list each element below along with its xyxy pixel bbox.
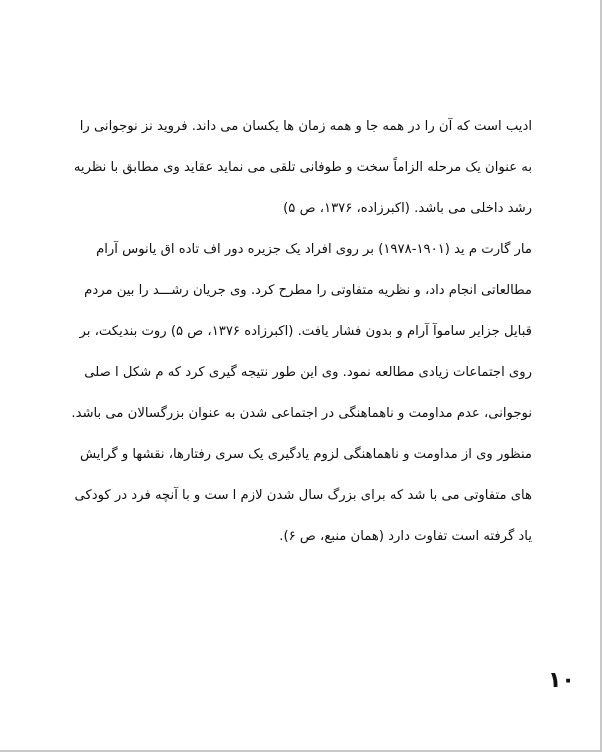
text-line: منظور وی از مداومت و ناهماهنگی لزوم یادگیری یک سری رفتارها، نقشها و گرایش <box>79 447 532 462</box>
text-line: روی اجتماعات زیادی مطالعه نمود. وی این طور نتیجه گیری کرد که م شکل ا صلی <box>84 365 532 380</box>
text-line: مار گارت م ید (۱۹۰۱-۱۹۷۸) بر روی افراد یک جزیره دور اف تاده اق یانوس آرام <box>96 242 532 257</box>
text-line: ادیب است که آن را در همه جا و همه زمان ها یکسان می داند. فروید نز نوجوانی را <box>79 119 532 134</box>
text-line: های متفاوتی می با شد که برای بزرگ سال شدن لازم ا ست و با آنچه فرد در کودکی <box>74 488 532 503</box>
text-line: رشد داخلی می باشد. (اکبرزاده، ۱۳۷۶، ص ۵) <box>283 201 532 216</box>
body-text <box>71 106 532 557</box>
text-line: به عنوان یک مرحله الزاماً سخت و طوفانی تلقی می نماید عقاید وی مطابق با نظریه <box>73 160 532 175</box>
text-line: مطالعاتی انجام داد، و نظریه متفاوتی را مطرح کرد. وی جریان رشـــد را بین مردم <box>84 283 532 298</box>
text-line: قبایل جزایر ساموآ آرام و بدون فشار یافت. (اکبرزاده ۱۳۷۶، ص ۵) روت بندیکت، بر <box>79 324 532 339</box>
text-line: یاد گرفته است تفاوت دارد (همان منبع، ص ۶). <box>279 529 532 544</box>
text-line: نوجوانی، عدم مداومت و ناهماهنگی در اجتماعی شدن به عنوان بزرگسالان می باشد. <box>71 406 532 421</box>
page-number: ۱۰ <box>548 668 575 693</box>
